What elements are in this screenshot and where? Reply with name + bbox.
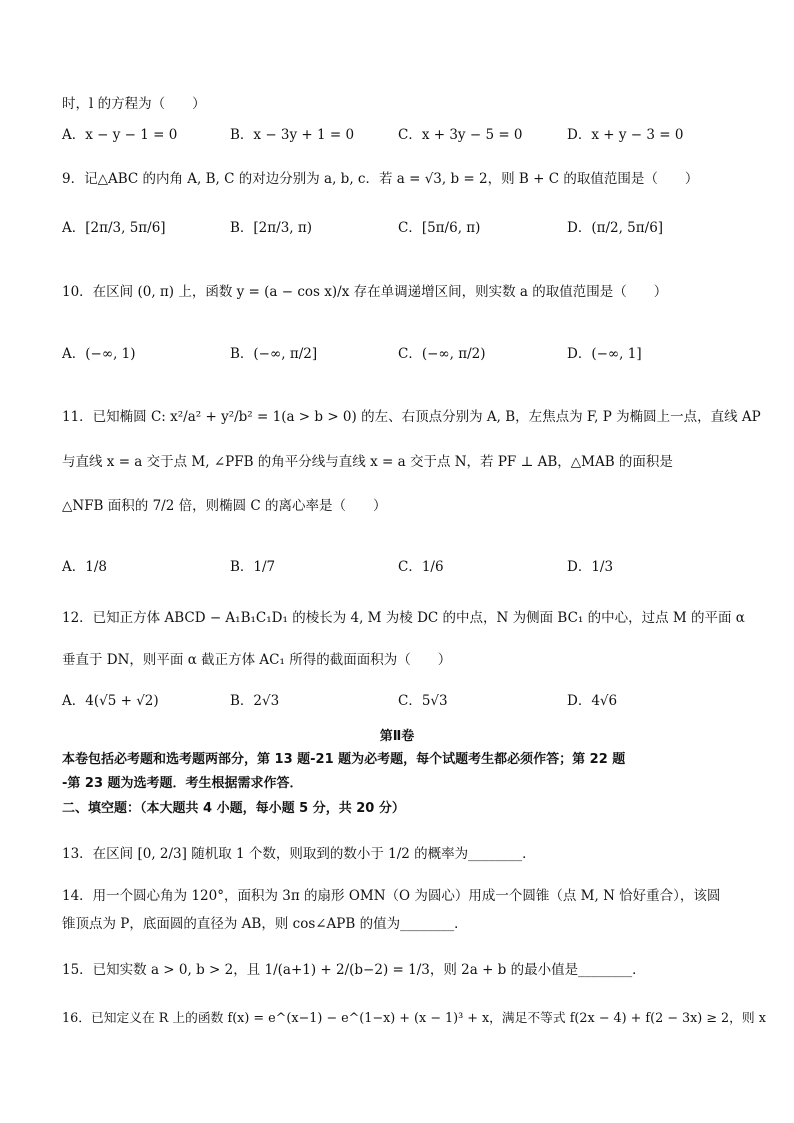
q10-option-a: A．(−∞, 1) <box>62 346 136 362</box>
q11-line-2: 与直线 x = a 交于点 M, ∠PFB 的角平分线与直线 x = a 交于点 N，若 PF ⊥ AB，△MAB 的面积是 <box>62 454 673 470</box>
q8-option-b: B．x − 3y + 1 = 0 <box>230 127 355 143</box>
q16-stem: 16．已知定义在 R 上的函数 f(x) = e^(x−1) − e^(1−x) + (x − 1)³ + x，满足不等式 f(2x − 4) + f(2 − 3x) ≥ 2，则 x <box>62 1011 766 1026</box>
q8-option-c: C．x + 3y − 5 = 0 <box>398 127 523 143</box>
q10-option-b: B．(−∞, π/2] <box>230 346 318 362</box>
part2-description-2: -第 23 题为选考题．考生根据需求作答． <box>62 776 303 791</box>
q9-stem: 9．记△ABC 的内角 A, B, C 的对边分别为 a, b, c．若 a = √3, b = 2，则 B + C 的取值范围是（ ） <box>62 171 699 187</box>
q12-line-1: 12．已知正方体 ABCD − A₁B₁C₁D₁ 的棱长为 4, M 为棱 DC 的中点，N 为侧面 BC₁ 的中心，过点 M 的平面 α <box>62 610 745 626</box>
q14-line-2: 锥顶点为 P，底面圆的直径为 AB，则 cos∠APB 的值为________． <box>62 916 468 932</box>
part2-description-1: 本卷包括必考题和选考题两部分，第 13 题-21 题为必考题，每个试题考生都必须作答；第 22 题 <box>62 752 626 767</box>
q11-option-a: A．1/8 <box>62 559 107 575</box>
q10-stem: 10．在区间 (0, π) 上，函数 y = (a − cos x)/x 存在单调递增区间，则实数 a 的取值范围是（ ） <box>62 284 668 300</box>
q9-option-d: D．(π/2, 5π/6] <box>567 220 664 236</box>
part2-title: 第Ⅱ卷 <box>379 729 415 744</box>
q10-option-d: D．(−∞, 1] <box>567 346 642 362</box>
q9-option-c: C．[5π/6, π) <box>398 220 481 236</box>
q11-line-1: 11．已知椭圆 C: x²/a² + y²/b² = 1(a > b > 0) 的左、右顶点分别为 A, B，左焦点为 F, P 为椭圆上一点，直线 AP <box>62 409 761 425</box>
q12-option-d: D．4√6 <box>567 693 618 709</box>
q9-option-a: A．[2π/3, 5π/6] <box>62 220 166 236</box>
q12-option-a: A．4(√5 + √2) <box>62 693 159 709</box>
q11-line-3: △NFB 面积的 7/2 倍，则椭圆 C 的离心率是（ ） <box>62 498 387 514</box>
q10-option-c: C．(−∞, π/2) <box>398 346 486 362</box>
q12-option-c: C．5√3 <box>398 693 448 709</box>
q15-stem: 15．已知实数 a > 0, b > 2，且 1/(a+1) + 2/(b−2) = 1/3，则 2a + b 的最小值是________． <box>62 962 646 978</box>
q12-option-b: B．2√3 <box>230 693 280 709</box>
q12-line-2: 垂直于 DN，则平面 α 截正方体 AC₁ 所得的截面面积为（ ） <box>62 652 452 668</box>
q8-option-d: D．x + y − 3 = 0 <box>567 127 684 143</box>
q8-option-a: A．x − y − 1 = 0 <box>62 127 178 143</box>
q13-stem: 13．在区间 [0, 2/3] 随机取 1 个数，则取到的数小于 1/2 的概率为________． <box>62 846 536 862</box>
q11-option-d: D．1/3 <box>567 559 614 575</box>
q11-option-c: C．1/6 <box>398 559 444 575</box>
section2-title: 二、填空题：（本大题共 4 小题，每小题 5 分，共 20 分） <box>62 801 405 816</box>
q14-line-1: 14．用一个圆心角为 120°，面积为 3π 的扇形 OMN（O 为圆心）用成一个圆锥（点 M, N 恰好重合），该圆 <box>62 888 721 904</box>
q11-option-b: B．1/7 <box>230 559 276 575</box>
q9-option-b: B．[2π/3, π) <box>230 220 313 236</box>
q8-tail: 时，l 的方程为（ ） <box>62 96 206 112</box>
